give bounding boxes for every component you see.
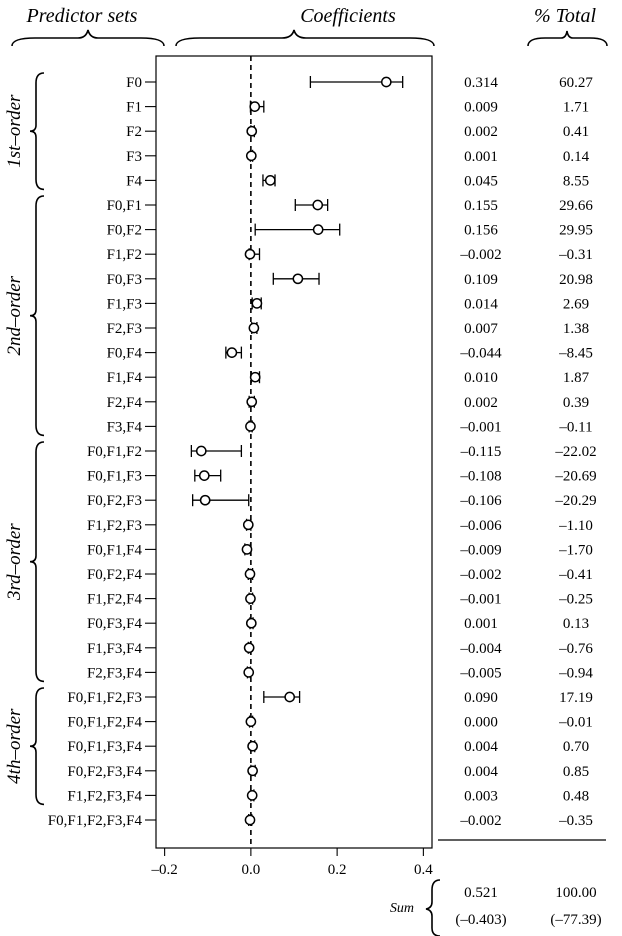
coefficient-point [246, 422, 255, 431]
predictor-label: F1,F2,F4 [86, 591, 142, 608]
group-brace [30, 73, 44, 189]
table-row [126, 75, 593, 91]
percent-total-value: –0.31 [559, 247, 593, 264]
percent-total-value: –0.76 [559, 640, 593, 657]
coefficient-value: –0.001 [460, 591, 502, 608]
table-row [48, 813, 593, 829]
percent-total-value: –1.70 [559, 542, 593, 559]
coefficient-value: 0.001 [464, 616, 498, 633]
predictor-label: F3,F4 [106, 419, 142, 436]
coefficient-point [201, 496, 210, 505]
predictor-label: F1,F3,F4 [86, 640, 142, 657]
percent-total-value: 0.85 [562, 763, 590, 780]
coefficient-point [244, 520, 253, 529]
table-row [107, 272, 593, 288]
x-tick-label: –0.2 [151, 862, 178, 878]
predictor-label: F4 [126, 173, 142, 190]
coefficient-point [382, 77, 391, 86]
predictor-label: F0,F2,F3 [86, 493, 142, 510]
table-row [87, 665, 593, 681]
percent-total-value: 0.13 [562, 616, 590, 633]
header-percent-total: % Total [533, 5, 597, 27]
coefficient-value: –0.108 [460, 468, 502, 485]
coefficient-point [245, 643, 254, 652]
coefficient-value: 0.156 [464, 222, 498, 239]
table-row [126, 173, 589, 189]
coefficient-value: –0.005 [460, 665, 502, 682]
percent-total-value: –22.02 [555, 444, 597, 460]
header-predictor-sets: Predictor sets [26, 5, 138, 27]
coefficient-value: 0.090 [464, 690, 498, 706]
coefficient-value: 0.010 [464, 370, 498, 387]
sum-brace [426, 880, 440, 936]
sum-percent: 100.00 [555, 885, 597, 901]
coefficient-point [245, 250, 254, 259]
predictor-label: F0,F1 [106, 198, 142, 214]
coefficient-point [247, 397, 256, 406]
table-row [126, 149, 589, 165]
percent-total-value: –20.69 [555, 468, 597, 485]
table-row [107, 198, 594, 214]
coefficient-point [293, 274, 302, 283]
coefficient-value: 0.002 [464, 124, 498, 141]
table-row [67, 715, 593, 731]
predictor-label: F2,F4 [106, 394, 142, 411]
header-brace-total [528, 31, 607, 46]
coefficient-point [197, 446, 206, 455]
coefficient-value: 0.109 [464, 271, 498, 288]
header-brace-predictors [12, 30, 164, 46]
percent-total-value: 1.71 [562, 99, 590, 116]
coefficient-value: 0.004 [464, 739, 498, 756]
table-row [126, 100, 589, 116]
percent-total-value: 0.14 [562, 148, 590, 165]
predictor-label: F0,F1,F2,F3,F4 [47, 813, 142, 829]
predictor-label: F1,F3 [106, 296, 142, 313]
coefficient-value: 0.009 [464, 99, 498, 116]
header-brace-coefficients [176, 30, 434, 46]
group-label: 4th–order [4, 708, 25, 784]
coefficient-value: 0.314 [464, 75, 498, 91]
coefficient-point [227, 348, 236, 357]
table-row [67, 739, 589, 755]
predictor-label: F1,F2 [106, 247, 142, 264]
predictor-label: F1,F2,F3,F4 [67, 788, 142, 805]
table-row [67, 764, 589, 780]
coefficient-point [251, 373, 260, 382]
table-row [107, 395, 590, 411]
coefficient-value: –0.002 [460, 247, 502, 264]
predictor-label: F2,F3 [106, 321, 142, 337]
table-row [87, 542, 593, 558]
coefficient-point [247, 151, 256, 160]
sum-label: Sum [389, 901, 414, 916]
coefficient-point [248, 791, 257, 800]
table-row [87, 641, 593, 657]
table-row [87, 493, 597, 509]
x-tick-label: 0.0 [241, 862, 261, 878]
coefficient-value: –0.044 [460, 345, 502, 362]
predictor-label: F2,F3,F4 [86, 665, 142, 682]
table-row [107, 419, 593, 435]
coefficient-point [248, 742, 257, 751]
percent-total-value: –0.25 [559, 591, 593, 608]
coefficient-value: –0.006 [460, 517, 502, 534]
group-brace [30, 688, 44, 804]
percent-total-value: –8.45 [559, 345, 593, 362]
predictor-label: F1,F4 [106, 370, 142, 387]
predictor-label: F2 [126, 124, 142, 141]
table-row [107, 296, 590, 312]
coefficient-point [247, 619, 256, 628]
table-row [107, 321, 590, 337]
percent-total-value: 1.87 [562, 370, 590, 387]
coefficient-value: 0.045 [464, 173, 498, 190]
header-coefficients: Coefficients [300, 5, 396, 27]
coefficient-value: –0.004 [460, 640, 502, 657]
percent-total-value: 60.27 [559, 75, 593, 91]
table-row [87, 518, 593, 534]
percent-total-value: 17.19 [559, 690, 593, 706]
percent-total-value: 0.70 [562, 739, 590, 756]
table-row [87, 469, 597, 485]
coefficient-value: 0.000 [464, 714, 498, 731]
coefficient-point [242, 545, 251, 554]
predictor-label: F3 [126, 148, 142, 165]
x-tick-label: 0.4 [414, 862, 433, 878]
percent-total-value: 0.39 [562, 394, 590, 411]
table-row [107, 346, 593, 362]
sum-coefficient: 0.521 [464, 885, 498, 901]
coefficient-point [246, 717, 255, 726]
table-row [107, 370, 590, 386]
coefficient-point [314, 225, 323, 234]
group-brace [30, 442, 44, 681]
coefficient-value: 0.014 [464, 296, 498, 313]
percent-total-value: –0.11 [559, 419, 593, 436]
table-row [67, 690, 593, 706]
percent-total-value: –0.35 [559, 813, 593, 829]
coefficient-value: –0.002 [460, 567, 502, 583]
predictor-label: F0,F1,F2,F3 [67, 690, 142, 706]
sum-coefficient-negative: (–0.403) [455, 912, 507, 928]
coefficient-point [250, 102, 259, 111]
percent-total-value: 0.41 [562, 124, 590, 141]
percent-total-value: –1.10 [559, 517, 593, 534]
predictor-label: F0,F3 [106, 271, 142, 288]
predictor-label: F0,F4 [106, 345, 142, 362]
x-tick-label: 0.2 [327, 862, 347, 878]
table-row [87, 592, 593, 608]
predictor-label: F1 [126, 99, 142, 116]
coefficient-point [244, 668, 253, 677]
coefficient-point [245, 569, 254, 578]
percent-total-value: 20.98 [559, 271, 593, 288]
coefficient-point [245, 815, 254, 824]
coefficient-point [285, 692, 294, 701]
percent-total-value: –20.29 [555, 493, 597, 510]
percent-total-value: 29.95 [559, 222, 593, 239]
coefficient-value: –0.002 [460, 813, 502, 829]
group-label: 2nd–order [4, 275, 25, 356]
table-row [67, 788, 589, 804]
percent-total-value: –0.94 [559, 665, 593, 682]
group-label: 3rd–order [4, 523, 25, 601]
coefficient-value: –0.106 [460, 493, 502, 510]
predictor-label: F0,F1,F2 [86, 444, 142, 460]
percent-total-value: 29.66 [559, 198, 593, 214]
table-row [107, 247, 593, 263]
table-row [87, 567, 593, 583]
coefficient-point [249, 323, 258, 332]
percent-total-value: –0.41 [559, 567, 593, 583]
table-row [107, 223, 593, 239]
coefficient-point [247, 127, 256, 136]
group-brace [30, 196, 44, 435]
sum-percent-negative: (–77.39) [550, 912, 602, 928]
predictor-label: F0,F2 [106, 222, 142, 239]
coefficient-value: 0.155 [464, 198, 498, 214]
percent-total-value: 8.55 [562, 173, 590, 190]
coefficient-point [252, 299, 261, 308]
coefficient-value: –0.001 [460, 419, 502, 436]
predictor-label: F0,F1,F4 [86, 542, 142, 559]
coefficient-value: 0.003 [464, 788, 498, 805]
predictor-label: F0,F3,F4 [86, 616, 142, 633]
percent-total-value: 2.69 [562, 296, 590, 313]
predictor-label: F0,F1,F3 [86, 468, 142, 485]
coefficient-value: 0.004 [464, 763, 498, 780]
coefficient-point [246, 594, 255, 603]
percent-total-value: –0.01 [559, 714, 593, 731]
predictor-label: F0,F2,F3,F4 [67, 763, 142, 780]
predictor-label: F0,F1,F2,F4 [67, 714, 142, 731]
table-row [87, 616, 589, 632]
coefficient-point [313, 200, 322, 209]
group-label: 1st–order [4, 94, 25, 168]
coefficient-value: –0.115 [460, 444, 502, 460]
coefficient-point [266, 176, 275, 185]
coefficient-value: 0.001 [464, 148, 498, 165]
table-row [87, 444, 597, 460]
coefficient-value: –0.009 [460, 542, 502, 559]
predictor-label: F1,F2,F3 [86, 517, 142, 534]
predictor-label: F0,F1,F3,F4 [67, 739, 142, 756]
percent-total-value: 0.48 [562, 788, 590, 805]
coefficient-point [248, 766, 257, 775]
coefficient-value: 0.007 [464, 321, 498, 337]
table-row [126, 124, 589, 140]
percent-total-value: 1.38 [562, 321, 590, 337]
coefficient-value: 0.002 [464, 394, 498, 411]
predictor-label: F0,F2,F4 [86, 567, 142, 583]
predictor-label: F0 [126, 75, 142, 91]
coefficient-point [200, 471, 209, 480]
